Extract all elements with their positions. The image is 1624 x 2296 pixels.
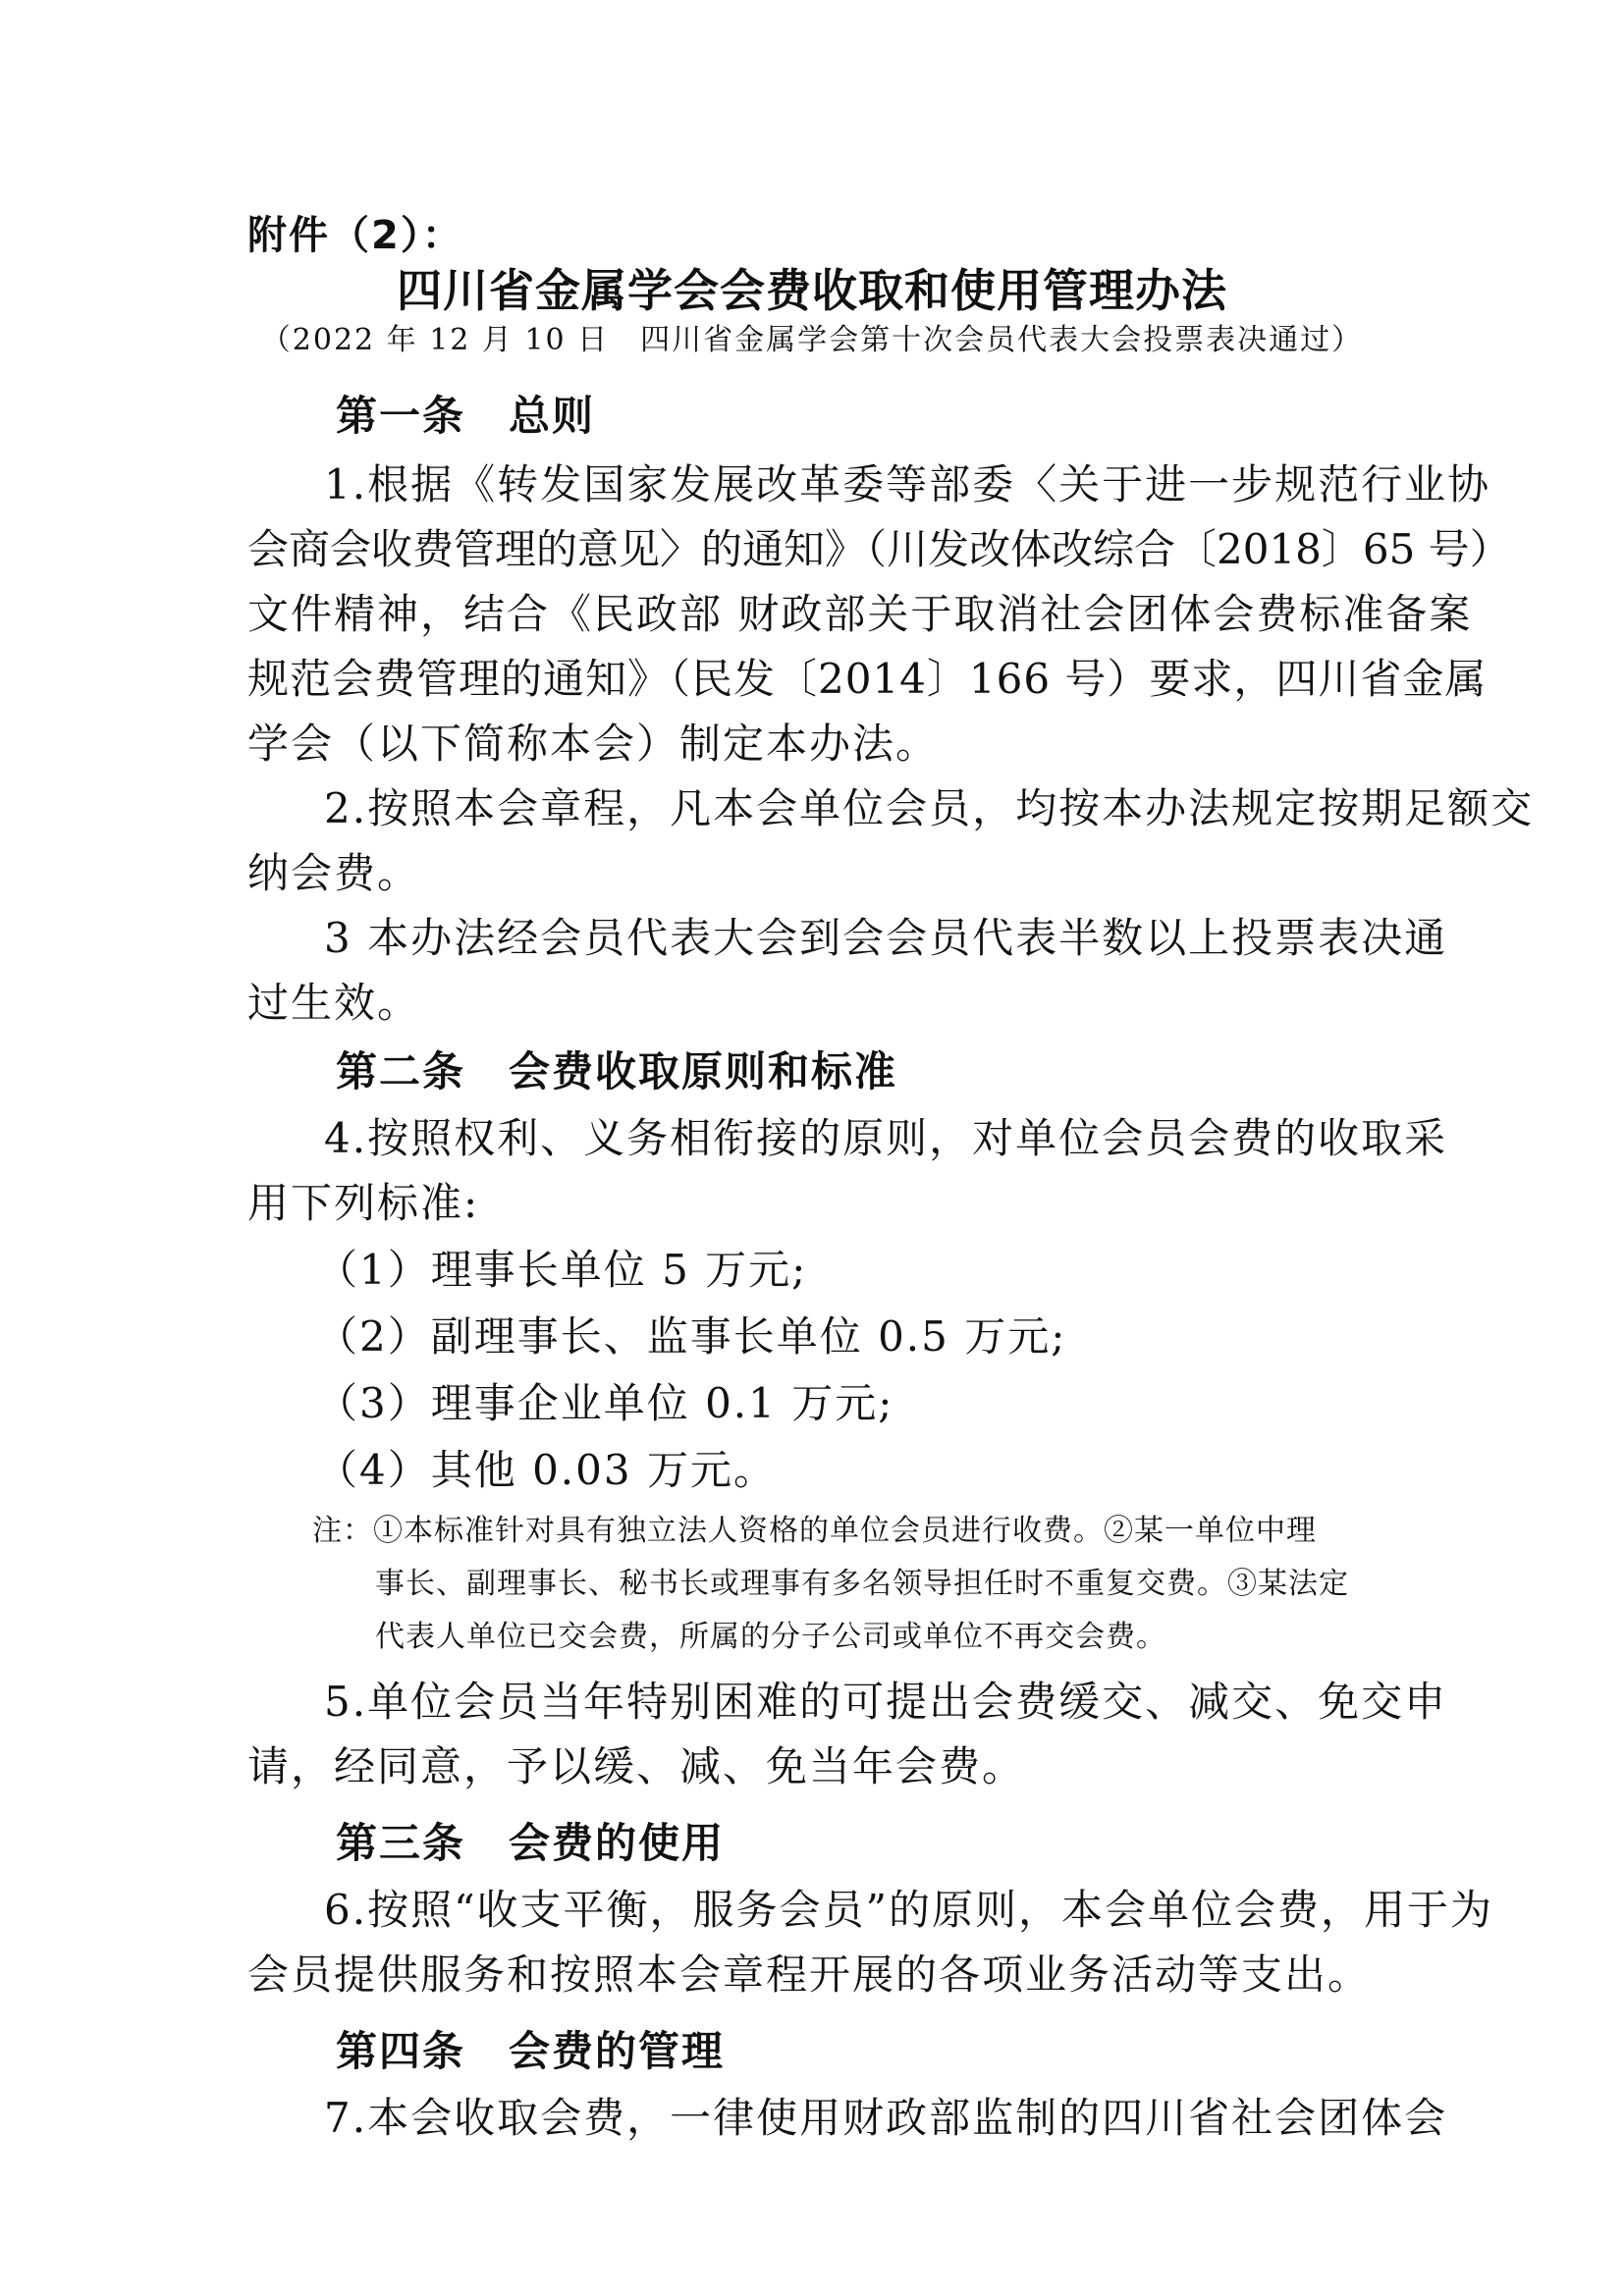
document-title: 四川省金属学会会费收取和使用管理办法 [397,264,1227,317]
paragraph-line: 用下列标准: [247,1179,480,1227]
paragraph-line: 会员提供服务和按照本会章程开展的各项业务活动等支出。 [247,1950,1372,1999]
paragraph-line: 文件精神，结合《民政部 财政部关于取消社会团体会费标准备案 [247,590,1473,638]
paragraph-line: 4.按照权利、义务相衔接的原则，对单位会员会费的收取采 [324,1114,1448,1162]
fee-standard-item: （4）其他 0.03 万元。 [316,1446,777,1494]
note-line: 事长、副理事长、秘书长或理事有多名领导担任时不重复交费。③某法定 [375,1567,1349,1601]
paragraph-line: 学会（以下简称本会）制定本办法。 [247,720,940,768]
paragraph-line: 6.按照“收支平衡，服务会员”的原则，本会单位会费，用于为 [324,1886,1494,1934]
paragraph-line: 规范会费管理的通知》（民发〔2014〕166 号）要求，四川省金属 [247,655,1488,703]
section-heading-4: 第四条 会费的管理 [336,2027,726,2075]
section-heading-3: 第三条 会费的使用 [336,1819,726,1867]
paragraph-line: 2.按照本会章程，凡本会单位会员，均按本办法规定按期足额交 [324,784,1535,832]
paragraph-line: 7.本会收取会费，一律使用财政部监制的四川省社会团体会 [324,2094,1448,2142]
paragraph-line: 5.单位会员当年特别困难的可提出会费缓交、减交、免交申 [324,1678,1448,1726]
section-heading-1: 第一条 总则 [336,392,596,440]
attachment-label: 附件（2）： [247,213,463,258]
paragraph-line: 纳会费。 [247,849,421,897]
fee-standard-item: （2）副理事长、监事长单位 0.5 万元; [316,1312,1067,1361]
paragraph-line: 3 本办法经会员代表大会到会会员代表半数以上投票表决通 [324,914,1448,962]
note-line: 代表人单位已交会费，所属的分子公司或单位不再交会费。 [375,1620,1166,1654]
fee-standard-item: （3）理事企业单位 0.1 万元; [316,1379,894,1427]
fee-standard-item: （1）理事长单位 5 万元; [316,1246,808,1294]
paragraph-line: 请，经同意，予以缓、减、免当年会费。 [247,1742,1026,1790]
note-line: 注：①本标准针对具有独立法人资格的单位会员进行收费。②某一单位中理 [312,1514,1317,1548]
paragraph-line: 过生效。 [247,979,421,1027]
paragraph-line: 会商会收费管理的意见〉的通知》（川发改体改综合〔2018〕65 号） [247,525,1511,573]
paragraph-line: 1.根据《转发国家发展改革委等部委〈关于进一步规范行业协 [324,460,1491,508]
section-heading-2: 第二条 会费收取原则和标准 [336,1047,898,1095]
document-subtitle: （2022 年 12 月 10 日 四川省金属学会第十次会员代表大会投票表决通过） [260,323,1364,357]
